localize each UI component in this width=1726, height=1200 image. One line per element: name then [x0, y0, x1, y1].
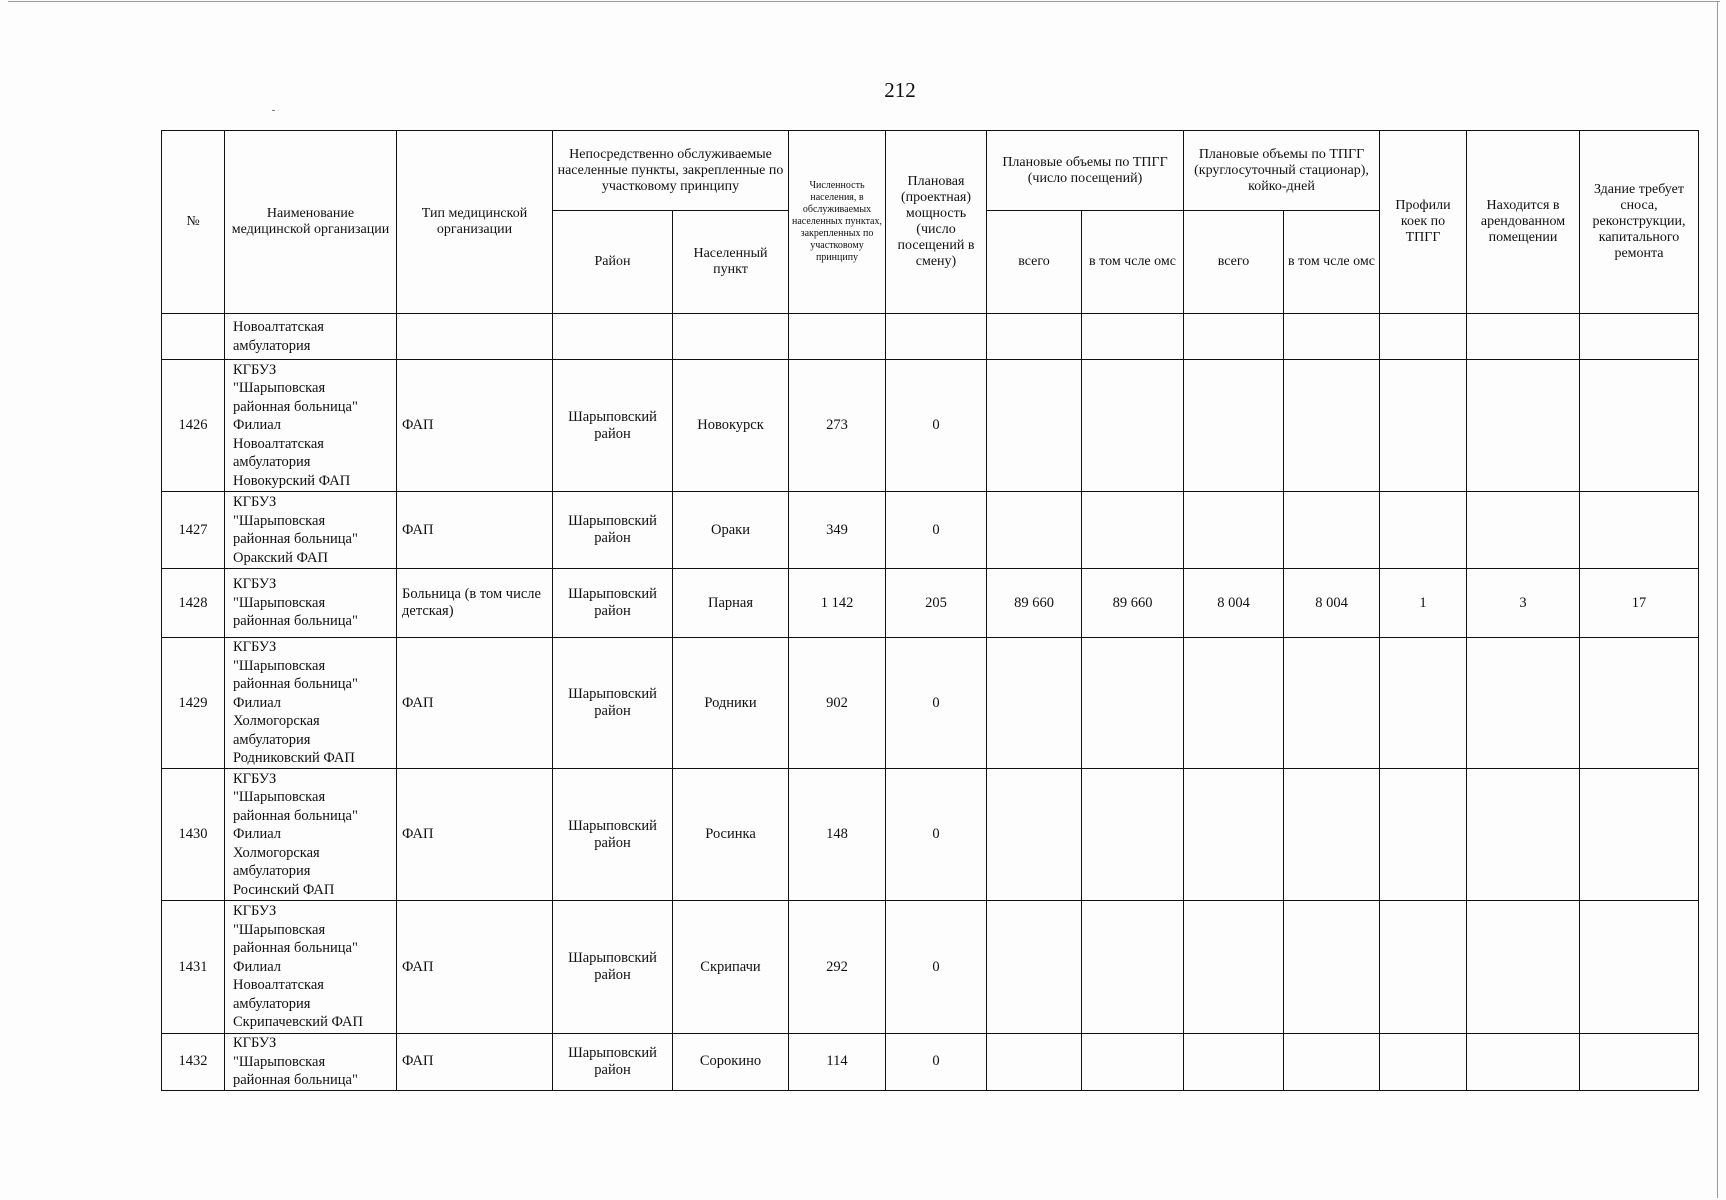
org-name-line: амбулатория: [233, 731, 311, 748]
page-number: 212: [884, 78, 916, 102]
district-cell: Шарыповский район: [553, 1034, 673, 1091]
visits-total-cell: [987, 769, 1082, 901]
org-name-line: Филиал: [233, 826, 282, 843]
settlement-cell: Сорокино: [673, 1034, 789, 1091]
table-header: [162, 131, 1699, 314]
org-type-cell: Больница (в том числе детская): [397, 569, 553, 638]
org-name-line: Родниковский ФАП: [233, 750, 355, 767]
header-district: Район: [553, 211, 673, 314]
demolition-required-cell: [1580, 360, 1699, 492]
org-name-line: КГБУЗ: [233, 494, 277, 510]
org-name-line: районная больница": [233, 531, 358, 547]
org-name-line: Новокурский ФАП: [233, 472, 351, 489]
row-number-cell: 1429: [162, 638, 225, 769]
population-cell: 148: [789, 769, 886, 901]
rented-premises-cell: [1467, 638, 1580, 769]
population-cell: 902: [789, 638, 886, 769]
header-population: Численность населения, в обслуживаемых населенных пунктах, закрепленных по участковому принципу: [789, 131, 886, 314]
empty-cell: [789, 314, 886, 360]
org-name-line: КГБУЗ: [233, 903, 277, 920]
capacity-cell: 205: [886, 569, 987, 638]
bed-profiles-cell: [1380, 1034, 1467, 1091]
beds-oms-cell: [1284, 769, 1380, 901]
org-name-line: районная больница": [233, 613, 358, 630]
beds-total-cell: 8 004: [1184, 569, 1284, 638]
beds-oms-cell: [1284, 638, 1380, 769]
beds-oms-cell: [1284, 492, 1380, 569]
org-name-line: районная больница": [233, 398, 358, 415]
org-name-cell: [225, 638, 397, 769]
beds-oms-cell: [1284, 1034, 1380, 1091]
table-row: [162, 901, 1699, 1034]
empty-cell: [553, 314, 673, 360]
row-number-cell: 1431: [162, 901, 225, 1034]
header-org-name: Наименование медицинской организации: [225, 131, 397, 314]
visits-oms-cell: 89 660: [1082, 569, 1184, 638]
org-name-line: Филиал: [233, 694, 282, 711]
org-name-cell: [225, 901, 397, 1034]
demolition-required-cell: [1580, 638, 1699, 769]
district-cell: Шарыповский район: [553, 769, 673, 901]
org-type-cell: ФАП: [397, 901, 553, 1034]
header-beds-group: Плановые объемы по ТПГГ (круглосуточный стационар), койко-дней: [1184, 131, 1380, 211]
org-name-line: Оракский ФАП: [233, 549, 328, 566]
settlement-cell: Родники: [673, 638, 789, 769]
visits-total-cell: 89 660: [987, 569, 1082, 638]
registry-table: [161, 130, 1699, 1091]
org-name-line: КГБУЗ: [233, 639, 277, 656]
population-cell: 349: [789, 492, 886, 569]
beds-total-cell: [1184, 492, 1284, 569]
visits-total-cell: [987, 901, 1082, 1034]
org-name-line: Скрипачевский ФАП: [233, 1014, 363, 1031]
org-name-line: КГБУЗ: [233, 1035, 277, 1051]
row-number-cell: 1426: [162, 360, 225, 492]
rented-premises-cell: 3: [1467, 569, 1580, 638]
beds-total-cell: [1184, 769, 1284, 901]
org-type-cell: ФАП: [397, 360, 553, 492]
org-name-line: амбулатория: [233, 454, 311, 471]
org-name-cell: [225, 769, 397, 901]
visits-oms-cell: [1082, 492, 1184, 569]
org-name-line: КГБУЗ: [233, 576, 277, 593]
rented-premises-cell: [1467, 901, 1580, 1034]
header-no: №: [162, 131, 225, 314]
header-demolition: Здание требует сноса, реконструкции, капитального ремонта: [1580, 131, 1699, 314]
org-name-line: "Шарыповская: [233, 921, 326, 938]
header-org-type: Тип медицинской организации: [397, 131, 553, 314]
header-settlement: Населенный пункт: [673, 211, 789, 314]
org-name-line: "Шарыповская: [233, 789, 326, 806]
org-name-line: "Шарыповская: [233, 380, 326, 397]
visits-total-cell: [987, 1034, 1082, 1091]
capacity-cell: 0: [886, 638, 987, 769]
settlement-cell: Росинка: [673, 769, 789, 901]
visits-oms-cell: [1082, 360, 1184, 492]
org-name-line: Филиал: [233, 417, 282, 434]
beds-total-cell: [1184, 638, 1284, 769]
row-number-cell: 1432: [162, 1034, 225, 1091]
visits-oms-cell: [1082, 769, 1184, 901]
empty-cell: [1184, 314, 1284, 360]
visits-oms-cell: [1082, 638, 1184, 769]
settlement-cell: Скрипачи: [673, 901, 789, 1034]
org-name-line: Новоалтатская: [233, 977, 324, 994]
empty-cell: [1467, 314, 1580, 360]
settlement-cell: Парная: [673, 569, 789, 638]
row-number-cell: 1427: [162, 492, 225, 569]
header-beds-total: всего: [1184, 211, 1284, 314]
header-visits-group: Плановые объемы по ТПГГ (число посещений): [987, 131, 1184, 211]
org-type-cell: ФАП: [397, 769, 553, 901]
empty-cell: [987, 314, 1082, 360]
org-name-line: Новоалтатская: [233, 435, 324, 452]
visits-total-cell: [987, 360, 1082, 492]
org-name-cell: [225, 569, 397, 638]
table-row: [162, 1034, 1699, 1091]
empty-cell: [1082, 314, 1184, 360]
bed-profiles-cell: 1: [1380, 569, 1467, 638]
beds-oms-cell: [1284, 901, 1380, 1034]
org-type-cell: ФАП: [397, 1034, 553, 1091]
scan-edge-top: [8, 1, 1720, 2]
beds-oms-cell: 8 004: [1284, 569, 1380, 638]
rented-premises-cell: [1467, 769, 1580, 901]
district-cell: Шарыповский район: [553, 360, 673, 492]
table-row: [162, 569, 1699, 638]
header-visits-total: всего: [987, 211, 1082, 314]
scan-speck: [272, 110, 275, 111]
org-name-line: КГБУЗ: [233, 770, 277, 787]
table-row: [162, 360, 1699, 492]
header-visits-oms: в том чсле омс: [1082, 211, 1184, 314]
header-served-group: Непосредственно обслуживаемые населенные пункты, закрепленные по участковому принципу: [553, 131, 789, 211]
org-name-line: районная больница": [233, 807, 358, 824]
org-name-line: Филиал: [233, 958, 282, 975]
beds-total-cell: [1184, 360, 1284, 492]
visits-total-cell: [987, 638, 1082, 769]
empty-cell: [397, 314, 553, 360]
capacity-cell: 0: [886, 492, 987, 569]
demolition-required-cell: [1580, 901, 1699, 1034]
org-name-cell: [225, 492, 397, 569]
header-capacity: Плановая (проектная) мощность (число посещений в смену): [886, 131, 987, 314]
org-name-line: "Шарыповская: [233, 512, 326, 529]
demolition-required-cell: [1580, 769, 1699, 901]
bed-profiles-cell: [1380, 638, 1467, 769]
rented-premises-cell: [1467, 492, 1580, 569]
population-cell: 292: [789, 901, 886, 1034]
empty-cell: [673, 314, 789, 360]
org-name-line: "Шарыповская: [233, 594, 326, 611]
continuation-org-name: [225, 314, 397, 360]
org-name-line: амбулатория: [233, 863, 311, 880]
empty-cell: [1580, 314, 1699, 360]
bed-profiles-cell: [1380, 901, 1467, 1034]
continuation-org-line: амбулатория: [233, 337, 311, 354]
continuation-org-line: Новоалтатская: [233, 319, 324, 335]
rented-premises-cell: [1467, 1034, 1580, 1091]
org-name-line: Росинский ФАП: [233, 881, 335, 898]
org-name-line: районная больница": [233, 940, 358, 957]
bed-profiles-cell: [1380, 769, 1467, 901]
visits-oms-cell: [1082, 901, 1184, 1034]
row-number-cell: 1430: [162, 769, 225, 901]
org-name-line: "Шарыповская: [233, 657, 326, 674]
settlement-cell: Новокурск: [673, 360, 789, 492]
bed-profiles-cell: [1380, 492, 1467, 569]
table-row: [162, 492, 1699, 569]
org-name-cell: [225, 1034, 397, 1091]
beds-oms-cell: [1284, 360, 1380, 492]
demolition-required-cell: [1580, 492, 1699, 569]
row-number-cell: 1428: [162, 569, 225, 638]
scan-edge-right: [1717, 2, 1718, 1198]
header-profiles: Профили коек по ТПГГ: [1380, 131, 1467, 314]
table-body: [162, 314, 1699, 1091]
org-name-cell: [225, 360, 397, 492]
header-beds-oms: в том чсле омс: [1284, 211, 1380, 314]
capacity-cell: 0: [886, 360, 987, 492]
district-cell: Шарыповский район: [553, 638, 673, 769]
org-type-cell: ФАП: [397, 492, 553, 569]
continuation-no: [162, 314, 225, 360]
district-cell: Шарыповский район: [553, 492, 673, 569]
population-cell: 1 142: [789, 569, 886, 638]
org-name-line: КГБУЗ: [233, 361, 277, 378]
population-cell: 114: [789, 1034, 886, 1091]
capacity-cell: 0: [886, 769, 987, 901]
table-row: [162, 769, 1699, 901]
org-name-line: районная больница": [233, 1072, 358, 1088]
visits-oms-cell: [1082, 1034, 1184, 1091]
header-rented: Находится в арендованном помещении: [1467, 131, 1580, 314]
visits-total-cell: [987, 492, 1082, 569]
population-cell: 273: [789, 360, 886, 492]
settlement-cell: Ораки: [673, 492, 789, 569]
org-type-cell: ФАП: [397, 638, 553, 769]
table-row: [162, 638, 1699, 769]
demolition-required-cell: 17: [1580, 569, 1699, 638]
capacity-cell: 0: [886, 901, 987, 1034]
continuation-row: [162, 314, 1699, 360]
org-name-line: "Шарыповская: [233, 1053, 326, 1070]
district-cell: Шарыповский район: [553, 569, 673, 638]
empty-cell: [1284, 314, 1380, 360]
rented-premises-cell: [1467, 360, 1580, 492]
org-name-line: амбулатория: [233, 995, 311, 1012]
demolition-required-cell: [1580, 1034, 1699, 1091]
capacity-cell: 0: [886, 1034, 987, 1091]
org-name-line: Холмогорская: [233, 713, 320, 730]
district-cell: Шарыповский район: [553, 901, 673, 1034]
bed-profiles-cell: [1380, 360, 1467, 492]
org-name-line: Холмогорская: [233, 844, 320, 861]
beds-total-cell: [1184, 1034, 1284, 1091]
beds-total-cell: [1184, 901, 1284, 1034]
empty-cell: [1380, 314, 1467, 360]
empty-cell: [886, 314, 987, 360]
org-name-line: районная больница": [233, 676, 358, 693]
